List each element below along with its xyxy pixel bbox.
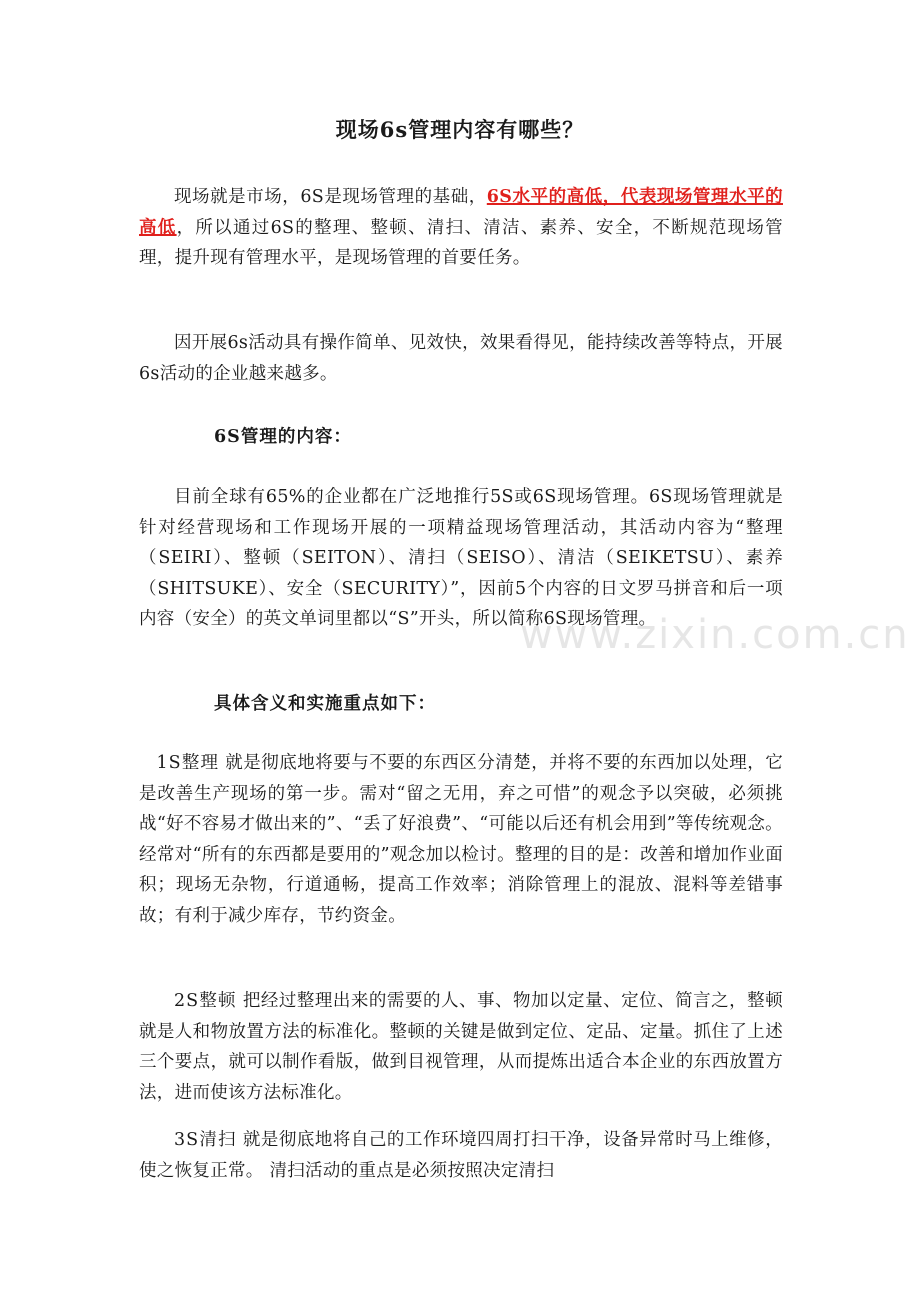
watermark: www.zixin.com.cn [520,612,910,658]
section-heading-content: 6S管理的内容： [214,427,352,447]
document-title: 现场6s管理内容有哪些？ [335,117,585,142]
intro-text-before: 现场就是市场，6S是现场管理的基础， [174,187,487,207]
item-seiri [139,748,783,931]
intro-text-after: ，所以通过6S的整理、整顿、清扫、清洁、素养、安全，不断规范现场管理，提升现有管理水平，是现场管理的首要任务。 [139,217,783,268]
popularity-paragraph: 因开展6s活动具有操作简单、见效快，效果看得见，能持续改善等特点，开展6s活动的企业越来越多。 [139,333,783,384]
item-term: 3S清扫 [174,1130,237,1150]
item-seiton [139,986,783,1108]
item-text: 把经过整理出来的需要的人、事、物加以定量、定位、简言之，整顿就是人和物放置方法的标准化。整顿的关键是做到定位、定品、定量。抓住了上述三个要点，就可以制作看版，做到目视管理，从而提炼出适合本企业的东西放置方法，进而使该方法标准化。 [139,991,783,1103]
section-heading-details: 具体含义和实施重点如下： [214,694,436,714]
item-seiso [139,1125,783,1186]
content-paragraph: 目前全球有65%的企业都在广泛地推行5S或6S现场管理。6S现场管理就是针对经营现场和工作现场开展的一项精益现场管理活动，其活动内容为“整理（SEIRI）、整顿（SEITON）、清扫（SEISO）、清洁（SEIKETSU）、素养（SHITSUKE）、安全（SECURITY）”，因前5个内容的日文罗马拼音和后一项内容（安全）的英文单词里都以“S”开头，所以简称6S现场管理。 [139,487,783,629]
item-term: 1S整理 [156,753,220,773]
item-text: 就是彻底地将自己的工作环境四周打扫干净，设备异常时马上维修，使之恢复正常。 清扫活动的重点是必须按照决定清扫 [139,1130,783,1181]
intro-highlight: 6S水平的高低，代表现场管理水平的高低 [139,187,783,238]
item-text: 就是彻底地将要与不要的东西区分清楚，并将不要的东西加以处理，它是改善生产现场的第一步。需对“留之无用，弃之可惜”的观念予以突破，必须挑战“好不容易才做出来的”、“丢了好浪费”、“可能以后还有机会用到”等传统观念。经常对“所有的东西都是要用的”观念加以检讨。整理的目的是：改善和增加作业面积；现场无杂物，行道通畅，提高工作效率；消除管理上的混放、混料等差错事故；有利于减少库存，节约资金。 [139,753,783,926]
item-term: 2S整顿 [174,991,237,1011]
intro-paragraph [139,182,783,274]
